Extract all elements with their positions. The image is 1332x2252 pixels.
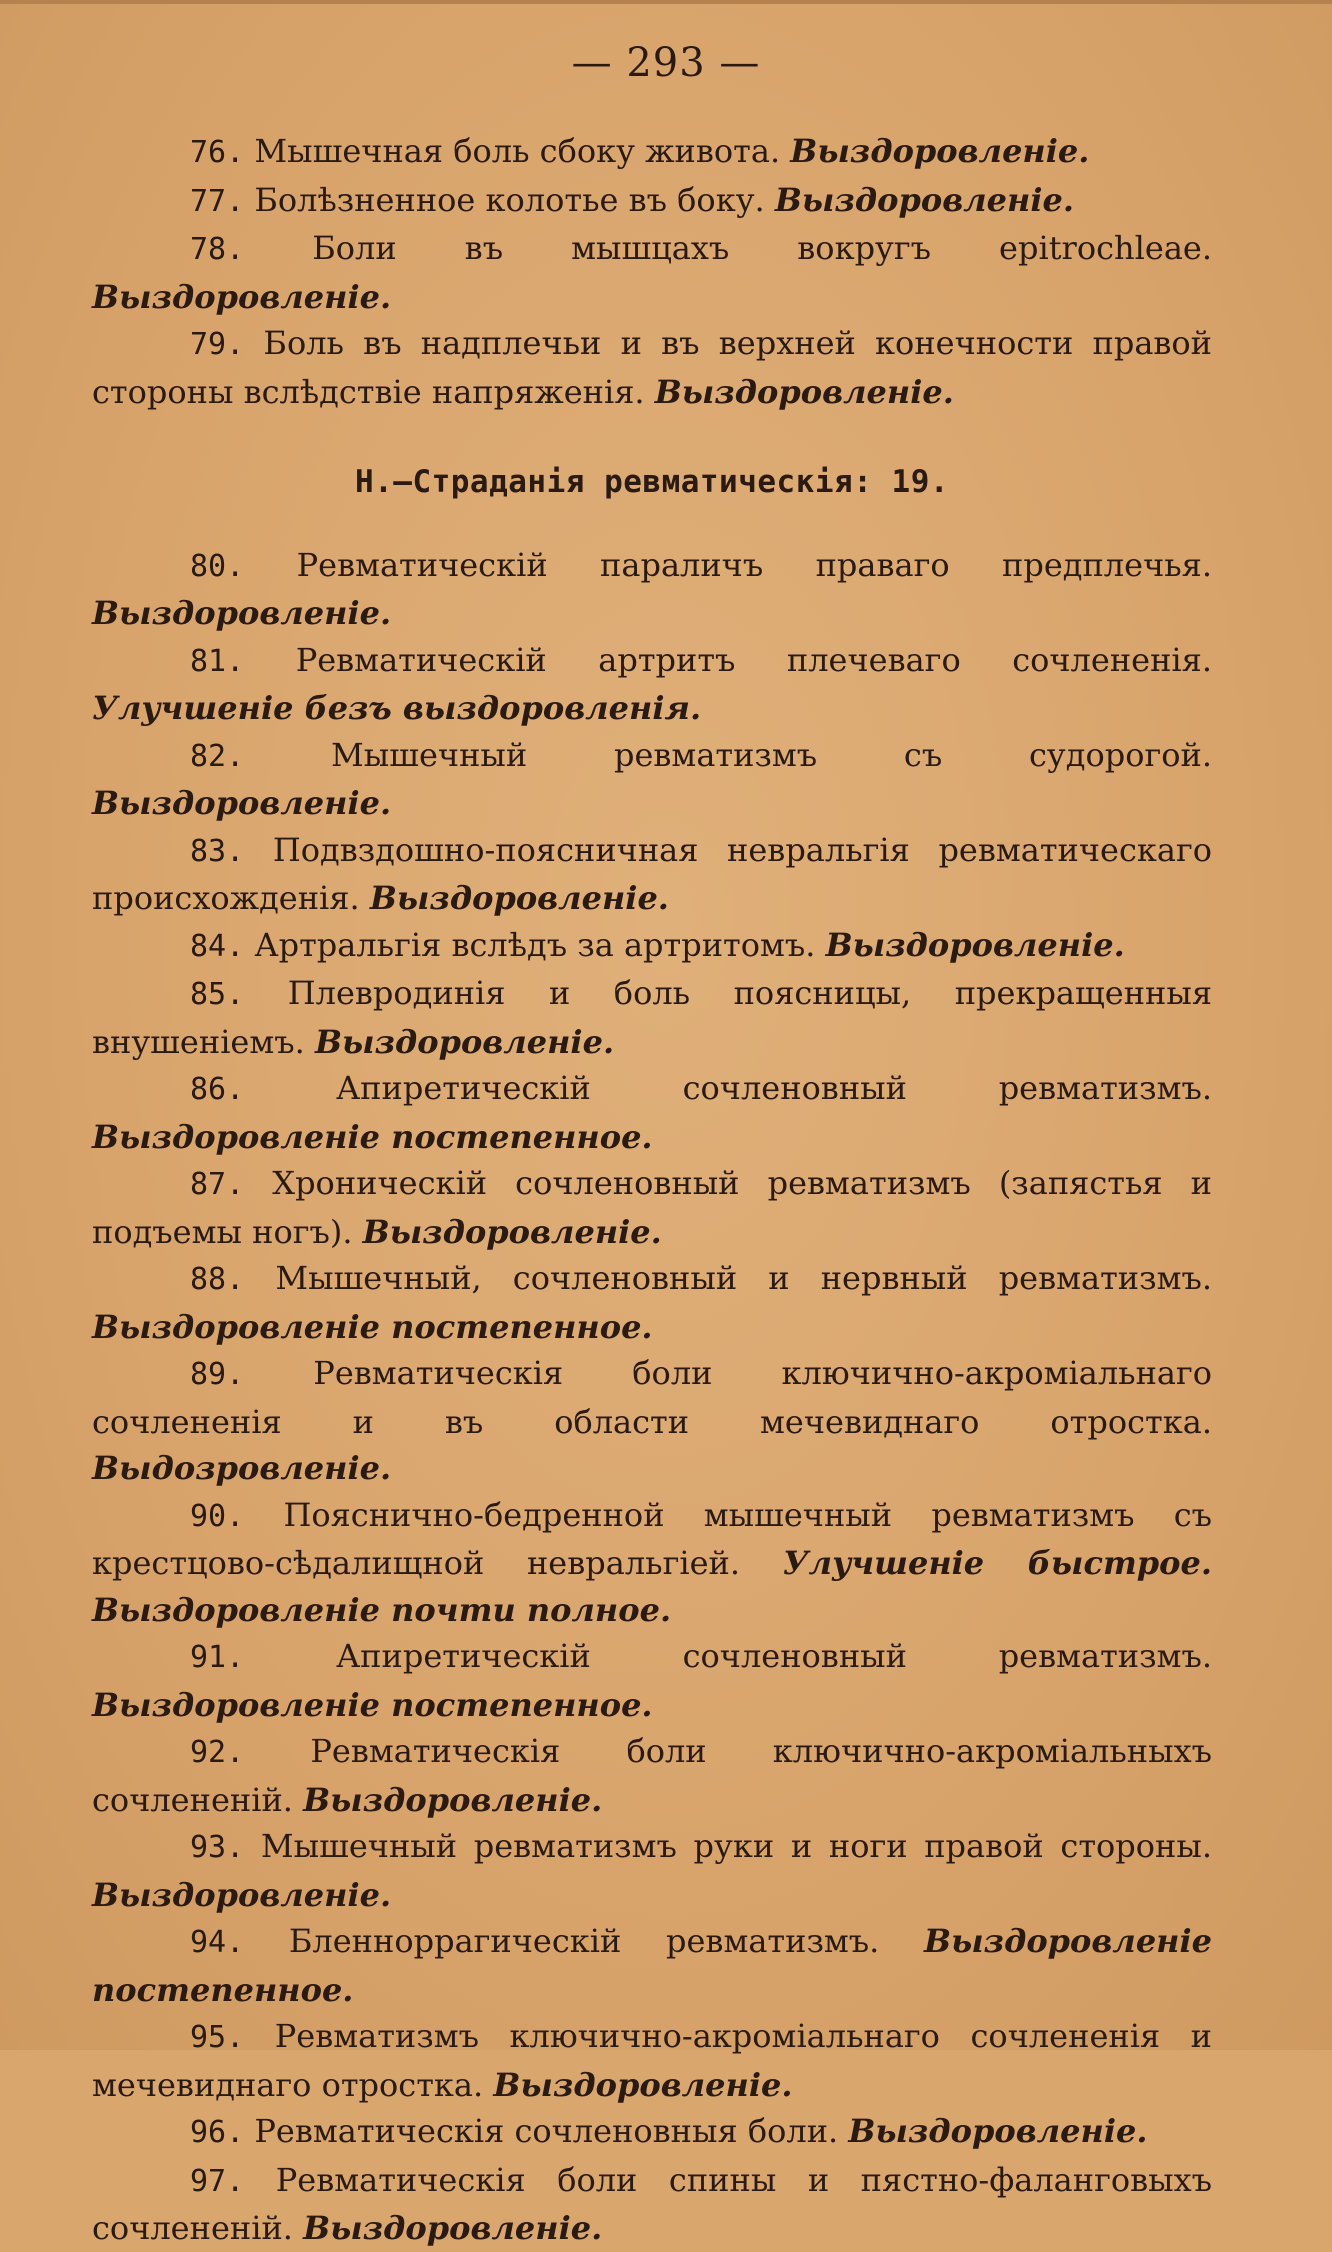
case-number: 82. bbox=[190, 738, 245, 774]
case-number: 77. bbox=[190, 183, 245, 219]
case-outcome: Выздоровленіе. bbox=[303, 1780, 603, 1819]
case-number: 88. bbox=[190, 1262, 245, 1297]
case-outcome: Выздоровленіе. bbox=[92, 277, 392, 316]
case-entry bbox=[92, 2108, 1212, 2157]
page-edge bbox=[0, 0, 1332, 4]
case-outcome: Выздоровленіе постепенное. bbox=[92, 1307, 653, 1346]
case-number: 95. bbox=[190, 2020, 245, 2055]
case-entry bbox=[92, 1918, 1212, 2013]
case-outcome: Выдозровленіе. bbox=[92, 1449, 392, 1487]
case-outcome: Выздоровленіе. bbox=[825, 925, 1125, 964]
case-entry bbox=[92, 2013, 1212, 2108]
case-number: 80. bbox=[190, 548, 245, 584]
case-number: 85. bbox=[190, 977, 245, 1012]
case-outcome: Выздоровленіе. bbox=[848, 2112, 1148, 2150]
case-list-before bbox=[92, 128, 1212, 415]
case-outcome: Выздоровленіе. bbox=[790, 132, 1090, 170]
case-number: 92. bbox=[190, 1735, 245, 1770]
case-description: Апиретическій сочленовный ревматизмъ. bbox=[335, 1069, 1213, 1107]
case-description: Ревматическій параличъ праваго предплечья. bbox=[296, 545, 1213, 584]
case-description: Подвздошно-поясничная невральгія ревматическаго происхожденія. bbox=[92, 830, 1213, 917]
case-entry bbox=[92, 1823, 1212, 1918]
case-list-rheumatic bbox=[92, 542, 1212, 2252]
case-number: 90. bbox=[190, 1498, 245, 1534]
case-description: Хроническій сочленовный ревматизмъ (запястья и подъемы ногъ). bbox=[92, 1164, 1212, 1251]
case-outcome: Выздоровленіе. bbox=[92, 784, 392, 822]
case-description: Болѣзненное колотье въ боку. bbox=[254, 180, 765, 219]
case-outcome: Выздоровленіе. bbox=[369, 879, 669, 917]
case-description: Мышечная боль сбоку живота. bbox=[254, 132, 781, 170]
case-number: 87. bbox=[190, 1167, 245, 1202]
case-number: 81. bbox=[190, 643, 245, 679]
case-entry bbox=[92, 2157, 1212, 2252]
section-heading: Н.—Страданія ревматическія: 19. bbox=[354, 464, 950, 500]
case-entry bbox=[92, 177, 1212, 226]
case-entry bbox=[92, 320, 1212, 415]
case-description: Боль въ надплечьи и въ верхней конечности правой стороны вслѣдствіе напряженія. bbox=[92, 324, 1213, 411]
case-outcome: Выздоровленіе. bbox=[92, 1875, 392, 1914]
case-outcome: Выздоровленіе постепенное. bbox=[92, 1685, 653, 1724]
case-description: Бленноррагическій ревматизмъ. bbox=[288, 1922, 880, 1960]
case-entry bbox=[92, 1728, 1212, 1823]
case-outcome: Выздоровленіе постепенное. bbox=[92, 1922, 1213, 2009]
case-description: Ревматическія боли спины и пястно-фаланговыхъ сочлененій. bbox=[92, 2160, 1213, 2247]
case-description: Ревматическія боли ключично-акроміальныхъ сочлененій. bbox=[92, 1732, 1213, 1819]
case-number: 79. bbox=[190, 327, 245, 362]
case-number: 89. bbox=[190, 1357, 245, 1392]
case-outcome: Выздоровленіе. bbox=[654, 372, 954, 411]
case-entry bbox=[92, 1492, 1212, 1634]
case-outcome: Выздоровленіе. bbox=[303, 2209, 603, 2247]
case-description: Пояснично-бедренной мышечный ревматизмъ съ крестцово-сѣдалищной невральгіей. bbox=[92, 1495, 1213, 1582]
case-number: 83. bbox=[190, 833, 245, 869]
case-description: Мышечный ревматизмъ съ судорогой. bbox=[330, 735, 1212, 774]
case-number: 78. bbox=[190, 232, 245, 267]
case-outcome: Выздоровленіе. bbox=[314, 1022, 615, 1061]
case-description: Плевродинія и боль поясницы, прекращенныя внушеніемъ. bbox=[92, 974, 1213, 1061]
case-entry bbox=[92, 225, 1212, 320]
case-number: 97. bbox=[190, 2163, 245, 2199]
case-description: Апиретическій сочленовный ревматизмъ. bbox=[335, 1637, 1213, 1675]
case-description: Боли въ мышцахъ вокругъ epitrochleae. bbox=[312, 229, 1213, 267]
case-outcome: Улучшеніе безъ выздоровленія. bbox=[92, 689, 702, 727]
case-number: 91. bbox=[190, 1640, 245, 1675]
case-description: Ревматическія боли ключично-акроміальнаго сочлененія и въ области мечевиднаго отростка. bbox=[92, 1354, 1213, 1441]
case-outcome: Выздоровленіе. bbox=[92, 594, 392, 632]
case-entry bbox=[92, 128, 1212, 177]
case-entry bbox=[92, 970, 1212, 1065]
case-outcome: Выздоровленіе. bbox=[362, 1212, 662, 1251]
case-outcome: Улучшеніе быстрое. Выздоровленіе почти полное. bbox=[92, 1544, 1213, 1629]
case-entry bbox=[92, 1350, 1212, 1492]
case-number: 84. bbox=[190, 928, 245, 964]
case-outcome: Выздоровленіе. bbox=[493, 2065, 793, 2104]
case-number: 94. bbox=[190, 1925, 245, 1960]
case-entry bbox=[92, 1065, 1212, 1160]
case-number: 86. bbox=[190, 1072, 245, 1107]
case-outcome: Выздоровленіе постепенное. bbox=[92, 1117, 653, 1156]
case-description: Ревматизмъ ключично-акроміальнаго сочлененія и мечевиднаго отростка. bbox=[92, 2017, 1213, 2104]
case-outcome: Выздоровленіе. bbox=[774, 180, 1074, 219]
case-number: 96. bbox=[190, 2115, 245, 2150]
case-description: Мышечный ревматизмъ руки и ноги правой стороны. bbox=[260, 1827, 1212, 1865]
case-entry bbox=[92, 1255, 1212, 1350]
case-description: Ревматическій артритъ плечеваго сочлененія. bbox=[295, 640, 1212, 679]
case-description: Артральгія вслѣдъ за артритомъ. bbox=[254, 925, 816, 964]
case-entry bbox=[92, 922, 1212, 971]
case-entry bbox=[92, 827, 1212, 922]
page-number: — 293 — bbox=[571, 40, 761, 86]
page-body bbox=[92, 128, 1212, 2252]
case-entry bbox=[92, 732, 1212, 827]
case-entry bbox=[92, 1160, 1212, 1255]
case-entry bbox=[92, 1633, 1212, 1728]
case-description: Мышечный, сочленовный и нервный ревматизмъ. bbox=[275, 1259, 1213, 1297]
case-description: Ревматическія сочленовныя боли. bbox=[254, 2112, 839, 2150]
case-number: 76. bbox=[190, 135, 245, 170]
case-entry bbox=[92, 637, 1212, 732]
case-entry bbox=[92, 542, 1212, 637]
case-number: 93. bbox=[190, 1830, 245, 1865]
